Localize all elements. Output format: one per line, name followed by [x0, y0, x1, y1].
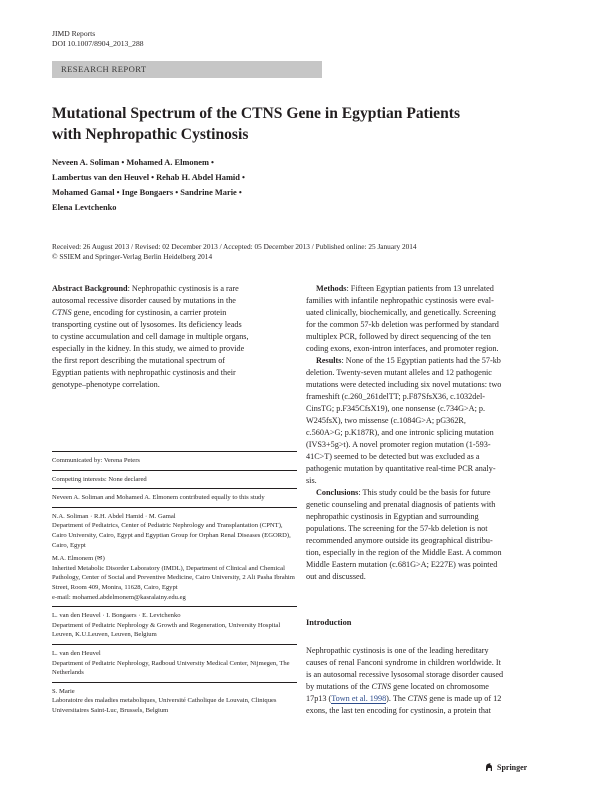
- affiliation-4: L. van den Heuvel Department of Pediatric Nephrology, Radboud University Medical Center, Nijmegen, The Netherlands: [52, 649, 290, 677]
- author-list: Neveen A. Soliman • Mohamed A. Elmonem • Lambertus van den Heuvel • Rehab H. Abdel Hamid • Mohamed Gamal • Inge Bongaers • Sandrine Marie • Elena Levtchenko: [52, 158, 245, 212]
- gene-name: CTNS: [371, 682, 392, 691]
- journal-name: JIMD Reports: [52, 29, 96, 38]
- abstract-label: Abstract Background: [52, 284, 128, 293]
- corresponding-email[interactable]: e-mail: mohamed.abdelmonem@kasralainy.edu.eg: [52, 593, 186, 601]
- methods-label: Methods: [316, 284, 347, 293]
- publisher-logo: [484, 762, 527, 772]
- affiliation-2: M.A. Elmonem (✉) Inherited Metabolic Disorder Laboratory (IMDL), Department of Clinical and Chemical Pathology, Center of Social and Preventive Medicine, Cairo University, 2 Ali Pasha Ibrahim Street, Room 409, Monira, 11628, Cairo, Egypt e-mail: mohamed.abdelmonem@kasralainy.edu.eg: [52, 554, 297, 602]
- introduction-heading: Introduction: [306, 618, 352, 627]
- gene-name: CTNS: [407, 694, 428, 703]
- journal-doi: DOI 10.1007/8904_2013_288: [52, 39, 144, 48]
- contribution-note: Neveen A. Soliman and Mohamed A. Elmonem contributed equally to this study: [52, 494, 265, 502]
- copyright: © SSIEM and Springer-Verlag Berlin Heidelberg 2014: [52, 252, 213, 261]
- affiliation-1: N.A. Soliman · R.H. Abdel Hamid · M. Gamal Department of Pediatrics, Center of Pediatric Nephrology and Transplantation (CPNT), Cairo University, Cairo, Egypt and Egyptian Group for Orphan Renal Diseases (EGORD), Cairo, Egypt: [52, 512, 291, 549]
- gene-name: CTNS: [52, 308, 72, 317]
- introduction-text: Nephropathic cystinosis is one of the leading hereditary causes of renal Fanconi syndrome in children worldwide. It is an autosomal recessive lysosomal storage disorder caused by mutations of the CTNS gene located on chromosome 17p13 (Town et al. 1998). The CTNS gene is made up of 12 exons, the last ten encoding for cystinosin, a protein that: [306, 646, 504, 715]
- communicated-by: Communicated by: Verena Peters: [52, 457, 140, 464]
- journal-header: [52, 29, 144, 49]
- article-title: Mutational Spectrum of the CTNS Gene in Egyptian Patients with Nephropathic Cystinosis: [52, 105, 461, 143]
- citation-link[interactable]: Town et al. 1998: [331, 694, 387, 703]
- results-label: Results: [316, 356, 342, 365]
- affiliation-3: L. van den Heuvel · I. Bongaers · E. Levtchenko Department of Pediatric Nephrology & Growth and Regeneration, University Hospital Leuven, K.U.Leuven, Leuven, Belgium: [52, 612, 281, 639]
- publication-dates: Received: 26 August 2013 / Revised: 02 December 2013 / Accepted: 05 December 2013 / Published online: 25 January 2014 © SSIEM and Springer-Verlag Berlin Heidelberg 2014: [52, 242, 552, 262]
- conclusions-label: Conclusions: [316, 488, 359, 497]
- affiliation-5: S. Marie Laboratoire des maladies metaboliques, Université Catholique de Louvain, Cliniques Universitaires Saint-Luc, Brussels, Belgium: [52, 687, 277, 714]
- springer-horse-icon: [484, 762, 494, 772]
- footnotes: [52, 449, 297, 719]
- footnote-divider: [52, 451, 297, 452]
- abstract-right-column: Methods: Fifteen Egyptian patients from 13 unrelated families with infantile nephropathic cystinosis were eval- uated clinically, biochemically, and genetically. Screening for the common 57-kb deletion was performed by standard multiplex PCR, followed by direct sequencing of the ten coding exons, exon-intron interfaces, and promoter region. Results: None of the 15 Egyptian patients had the 57-kb deletion. Twenty-seven mutant alleles and 12 pathogenic mutations were detected including six novel mutations: two frameshift (c.260_261delTT; p.F87SfsX36, c.1032del- CinsTG; p.F345CfsX19), one nonsense (c.734G>A; p. W245fsX), two missense (c.1084G>A; pG362R, c.560A>G; p.K187R), and one intronic splicing mutation (IVS3+5g>t). A novel promoter region mutation (1-593- 41C>T) seemed to be detected but was excluded as a pathogenic mutation by quantitative real-time PCR analy- sis. Conclusions: This study could be the basis for future genetic counseling and prenatal diagnosis of patients with nephropathic cystinosis in Egyptian and surrounding populations. The screening for the 57-kb deletion is not recommended anymore outside its geographical distribu- tion, especially in the region of the Middle East. A common Middle Eastern mutation (c.681G>A; E227E) was pointed out and discussed.: [306, 284, 502, 581]
- publisher-name: Springer: [497, 762, 528, 772]
- article-type-banner: RESEARCH REPORT: [52, 61, 322, 78]
- competing-interests: Competing interests: None declared: [52, 475, 147, 483]
- abstract-background: Abstract Background: Nephropathic cystinosis is a rare autosomal recessive disorder caused by mutations in the CTNS gene, encoding for cystinosin, a carrier protein transporting cystine out of lysosomes. Its deficiency leads to cystine accumulation and cell damage in multiple organs, especially in the kidney. In this study, we aimed to provide the first report describing the mutational spectrum of Egyptian patients with nephropathic cystinosis and their genotype–phenotype correlation.: [52, 284, 249, 389]
